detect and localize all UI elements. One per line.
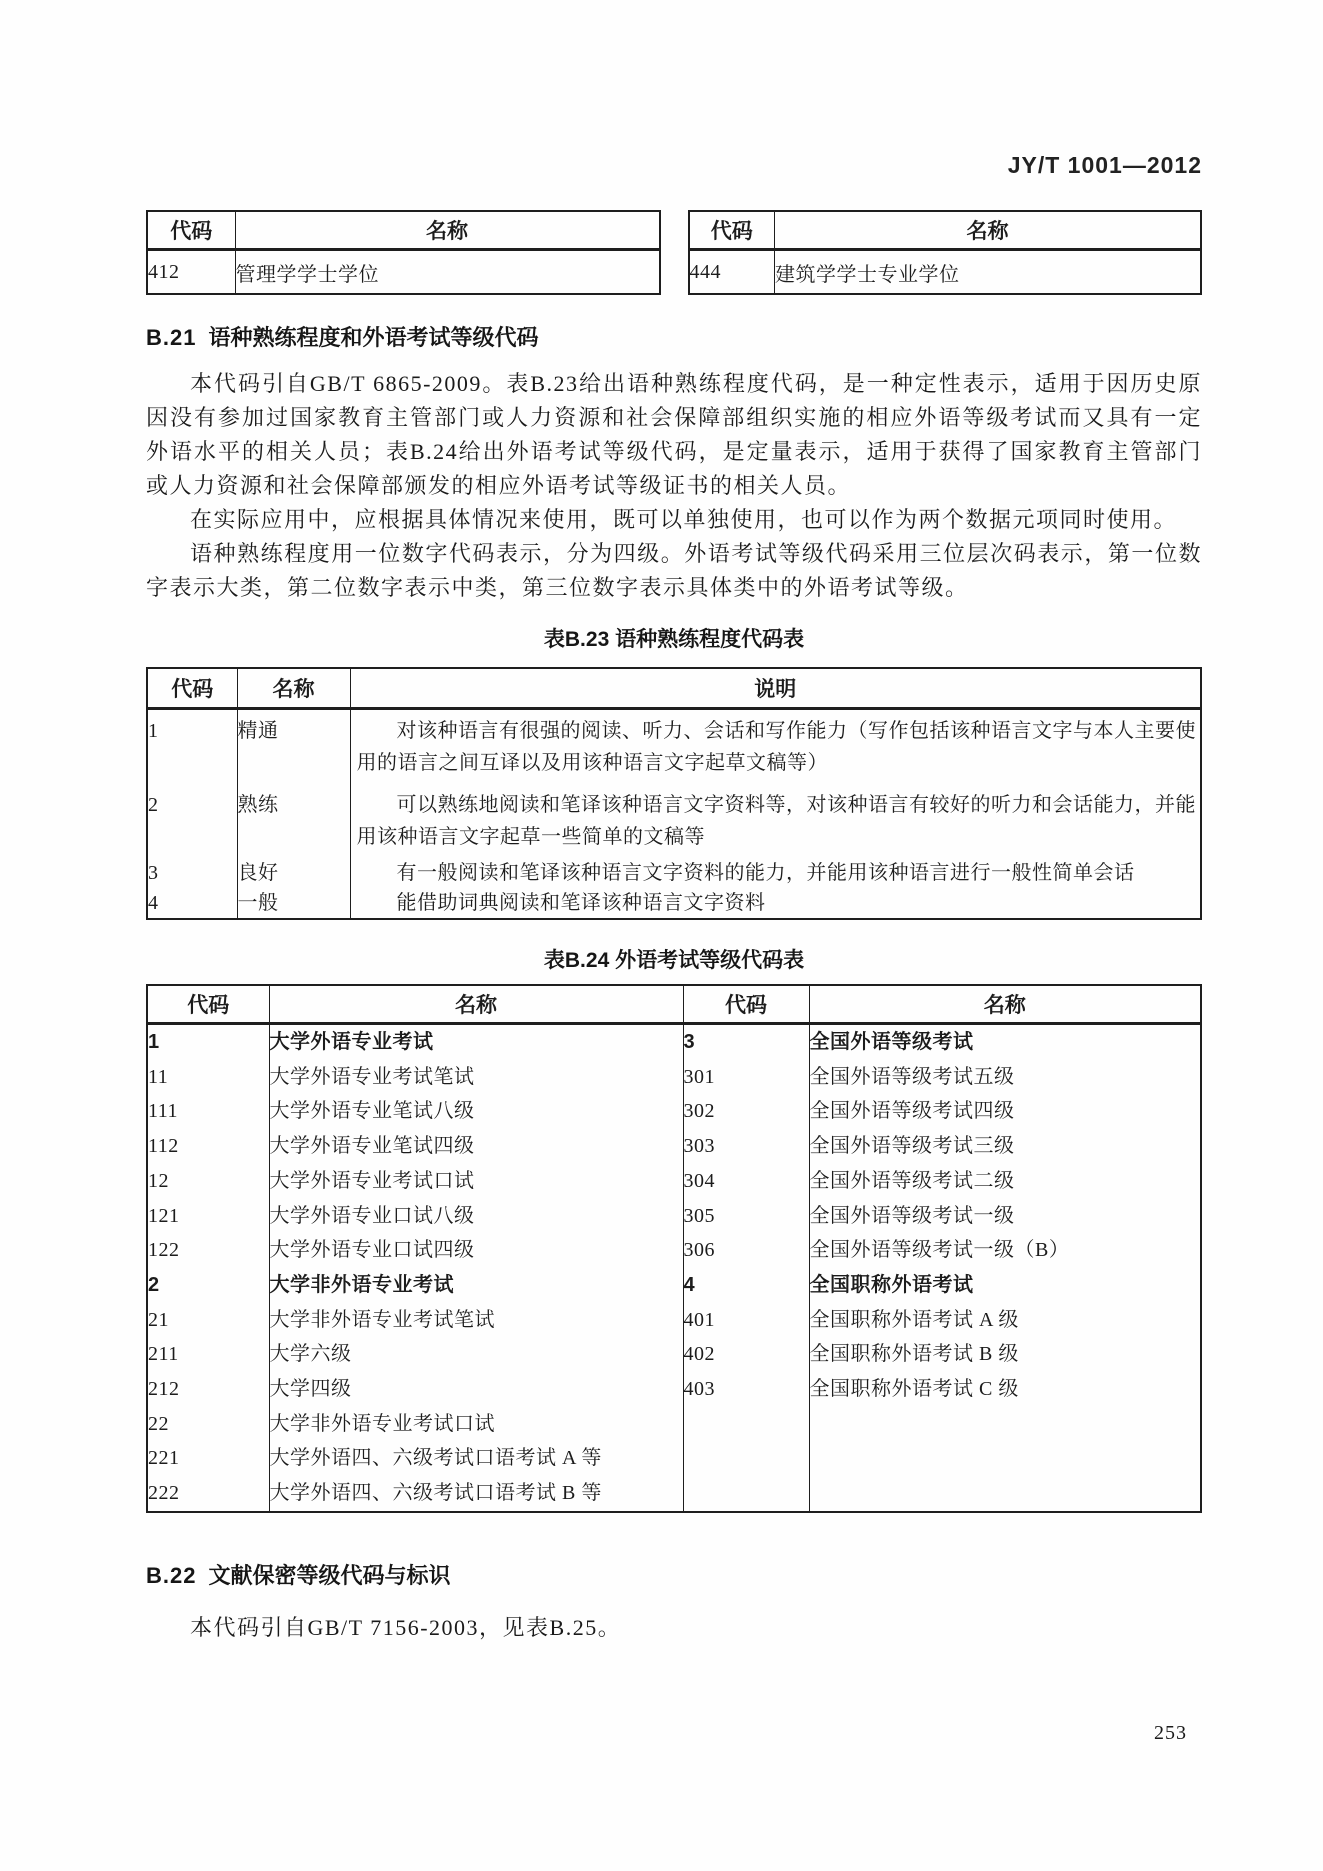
table-row [147, 1094, 1201, 1129]
code-cell [683, 1441, 809, 1476]
column-header-code: 代码 [147, 985, 269, 1024]
section-number: B.22 [146, 1562, 197, 1588]
code-cell: 1 [147, 709, 237, 785]
name-cell: 精通 [237, 709, 350, 785]
name-cell: 全国职称外语考试 B 级 [809, 1337, 1201, 1372]
column-header-desc: 说明 [350, 668, 1201, 709]
name-cell [809, 1407, 1201, 1442]
description-cell [350, 858, 1201, 888]
table-b24-exam-levels [146, 984, 1202, 1513]
code-cell [683, 1407, 809, 1442]
code-cell: 211 [147, 1337, 269, 1372]
column-header-code: 代码 [689, 211, 775, 250]
table-row [147, 1337, 1201, 1372]
code-cell: 4 [147, 888, 237, 919]
description-text: 对该种语言有很强的阅读、听力、会话和写作能力（写作包括该种语言文字与本人主要使用的语言之间互译以及用该种语言文字起草文稿等） [356, 720, 1196, 774]
paragraph: 本代码引自GB/T 6865-2009。表B.23给出语种熟练程度代码，是一种定性表示，适用于因历史原因没有参加过国家教育主管部门或人力资源和社会保障部组织实施的相应外语等级考试而又具有一定外语水平的相关人员；表B.24给出外语考试等级代码，是定量表示，适用于获得了国家教育主管部门或人力资源和社会保障部颁发的相应外语考试等级证书的相关人员。 [146, 371, 1202, 498]
table-row [147, 1441, 1201, 1476]
degree-code-table-left [146, 210, 661, 295]
degree-code-table-right [688, 210, 1203, 295]
code-cell [683, 1476, 809, 1512]
name-cell: 良好 [237, 858, 350, 888]
table-b23-language-proficiency [146, 667, 1202, 920]
name-cell: 大学非外语专业考试笔试 [269, 1303, 683, 1338]
code-cell: 122 [147, 1233, 269, 1268]
code-cell: 412 [147, 250, 235, 295]
code-cell: 221 [147, 1441, 269, 1476]
table-row [147, 1060, 1201, 1095]
table-row [147, 1129, 1201, 1164]
code-cell: 306 [683, 1233, 809, 1268]
document-code-header: JY/T 1001—2012 [1007, 152, 1202, 178]
name-cell: 大学外语专业考试口试 [269, 1164, 683, 1199]
code-cell: 12 [147, 1164, 269, 1199]
code-cell: 304 [683, 1164, 809, 1199]
code-cell: 3 [147, 858, 237, 888]
name-cell: 全国外语等级考试三级 [809, 1129, 1201, 1164]
section-number: B.21 [146, 325, 197, 350]
name-cell: 大学外语专业笔试八级 [269, 1094, 683, 1129]
table-row [147, 1476, 1201, 1512]
code-cell: 2 [147, 1268, 269, 1303]
page-content [146, 0, 1202, 1645]
code-cell: 3 [683, 1024, 809, 1060]
paragraph: 本代码引自GB/T 7156-2003，见表B.25。 [190, 1614, 622, 1640]
description-cell [350, 784, 1201, 858]
column-header-code: 代码 [147, 211, 235, 250]
name-cell [809, 1441, 1201, 1476]
table-row [147, 1407, 1201, 1442]
name-cell: 建筑学学士专业学位 [775, 250, 1202, 295]
code-cell: 403 [683, 1372, 809, 1407]
section-b21-heading [146, 321, 1202, 351]
name-cell: 全国外语等级考试四级 [809, 1094, 1201, 1129]
table-row [147, 888, 1201, 919]
table-row [147, 250, 660, 295]
section-title: 语种熟练程度和外语考试等级代码 [208, 325, 539, 350]
description-text: 可以熟练地阅读和笔译该种语言文字资料等，对该种语言有较好的听力和会话能力，并能用该种语言文字起草一些简单的文稿等 [356, 794, 1196, 848]
name-cell: 全国职称外语考试 A 级 [809, 1303, 1201, 1338]
code-cell: 305 [683, 1199, 809, 1234]
column-header-code: 代码 [147, 668, 237, 709]
table-row [147, 1024, 1201, 1060]
description-text: 有一般阅读和笔译该种语言文字资料的能力，并能用该种语言进行一般性简单会话 [396, 862, 1135, 884]
table-row [689, 250, 1202, 295]
table-row [147, 709, 1201, 785]
code-cell: 1 [147, 1024, 269, 1060]
name-cell: 大学外语专业考试 [269, 1024, 683, 1060]
code-cell: 222 [147, 1476, 269, 1512]
code-cell: 112 [147, 1129, 269, 1164]
paragraph: 语种熟练程度用一位数字代码表示，分为四级。外语考试等级代码采用三位层次码表示，第一位数字表示大类，第二位数字表示中类，第三位数字表示具体类中的外语考试等级。 [146, 541, 1202, 600]
table-row [147, 1199, 1201, 1234]
code-cell: 22 [147, 1407, 269, 1442]
table-b24-caption: 表B.24 外语考试等级代码表 [543, 949, 805, 972]
name-cell: 全国职称外语考试 C 级 [809, 1372, 1201, 1407]
page-number: 253 [1154, 1722, 1187, 1744]
table-b24-body [147, 1024, 1201, 1512]
name-cell: 全国外语等级考试二级 [809, 1164, 1201, 1199]
table-row [147, 784, 1201, 858]
name-cell [809, 1476, 1201, 1512]
name-cell: 一般 [237, 888, 350, 919]
description-cell [350, 888, 1201, 919]
code-cell: 2 [147, 784, 237, 858]
code-cell: 11 [147, 1060, 269, 1095]
table-header-row [147, 985, 1201, 1024]
name-cell: 大学外语专业口试四级 [269, 1233, 683, 1268]
name-cell: 全国外语等级考试一级（B） [809, 1233, 1201, 1268]
code-cell: 21 [147, 1303, 269, 1338]
name-cell: 大学外语四、六级考试口语考试 B 等 [269, 1476, 683, 1512]
code-cell: 302 [683, 1094, 809, 1129]
column-header-name: 名称 [775, 211, 1202, 250]
column-header-name: 名称 [235, 211, 660, 250]
code-cell: 301 [683, 1060, 809, 1095]
table-row [147, 1164, 1201, 1199]
description-cell [350, 709, 1201, 785]
code-cell: 401 [683, 1303, 809, 1338]
section-b22-heading [146, 1559, 1202, 1589]
table-row [147, 1372, 1201, 1407]
paragraph: 在实际应用中，应根据具体情况来使用，既可以单独使用，也可以作为两个数据元项同时使用。 [190, 507, 1178, 532]
name-cell: 大学外语专业笔试四级 [269, 1129, 683, 1164]
name-cell: 熟练 [237, 784, 350, 858]
degree-code-tables [146, 210, 1202, 295]
code-cell: 303 [683, 1129, 809, 1164]
code-cell: 402 [683, 1337, 809, 1372]
column-header-code: 代码 [683, 985, 809, 1024]
table-header-row [689, 211, 1202, 250]
section-title: 文献保密等级代码与标识 [208, 1562, 451, 1588]
code-cell: 4 [683, 1268, 809, 1303]
name-cell: 大学四级 [269, 1372, 683, 1407]
description-text: 能借助词典阅读和笔译该种语言文字资料 [396, 892, 766, 914]
name-cell: 大学外语专业口试八级 [269, 1199, 683, 1234]
code-cell: 111 [147, 1094, 269, 1129]
name-cell: 大学外语四、六级考试口语考试 A 等 [269, 1441, 683, 1476]
name-cell: 全国外语等级考试五级 [809, 1060, 1201, 1095]
name-cell: 全国外语等级考试一级 [809, 1199, 1201, 1234]
table-row [147, 1268, 1201, 1303]
name-cell: 大学六级 [269, 1337, 683, 1372]
table-row [147, 1303, 1201, 1338]
column-header-name: 名称 [269, 985, 683, 1024]
column-header-name: 名称 [809, 985, 1201, 1024]
table-header-row [147, 668, 1201, 709]
table-row [147, 1233, 1201, 1268]
table-b23-caption: 表B.23 语种熟练程度代码表 [543, 628, 805, 651]
name-cell: 管理学学士学位 [235, 250, 660, 295]
code-cell: 212 [147, 1372, 269, 1407]
column-header-name: 名称 [237, 668, 350, 709]
name-cell: 大学外语专业考试笔试 [269, 1060, 683, 1095]
code-cell: 444 [689, 250, 775, 295]
table-header-row [147, 211, 660, 250]
code-cell: 121 [147, 1199, 269, 1234]
name-cell: 大学非外语专业考试 [269, 1268, 683, 1303]
table-row [147, 858, 1201, 888]
name-cell: 全国外语等级考试 [809, 1024, 1201, 1060]
name-cell: 大学非外语专业考试口试 [269, 1407, 683, 1442]
name-cell: 全国职称外语考试 [809, 1268, 1201, 1303]
